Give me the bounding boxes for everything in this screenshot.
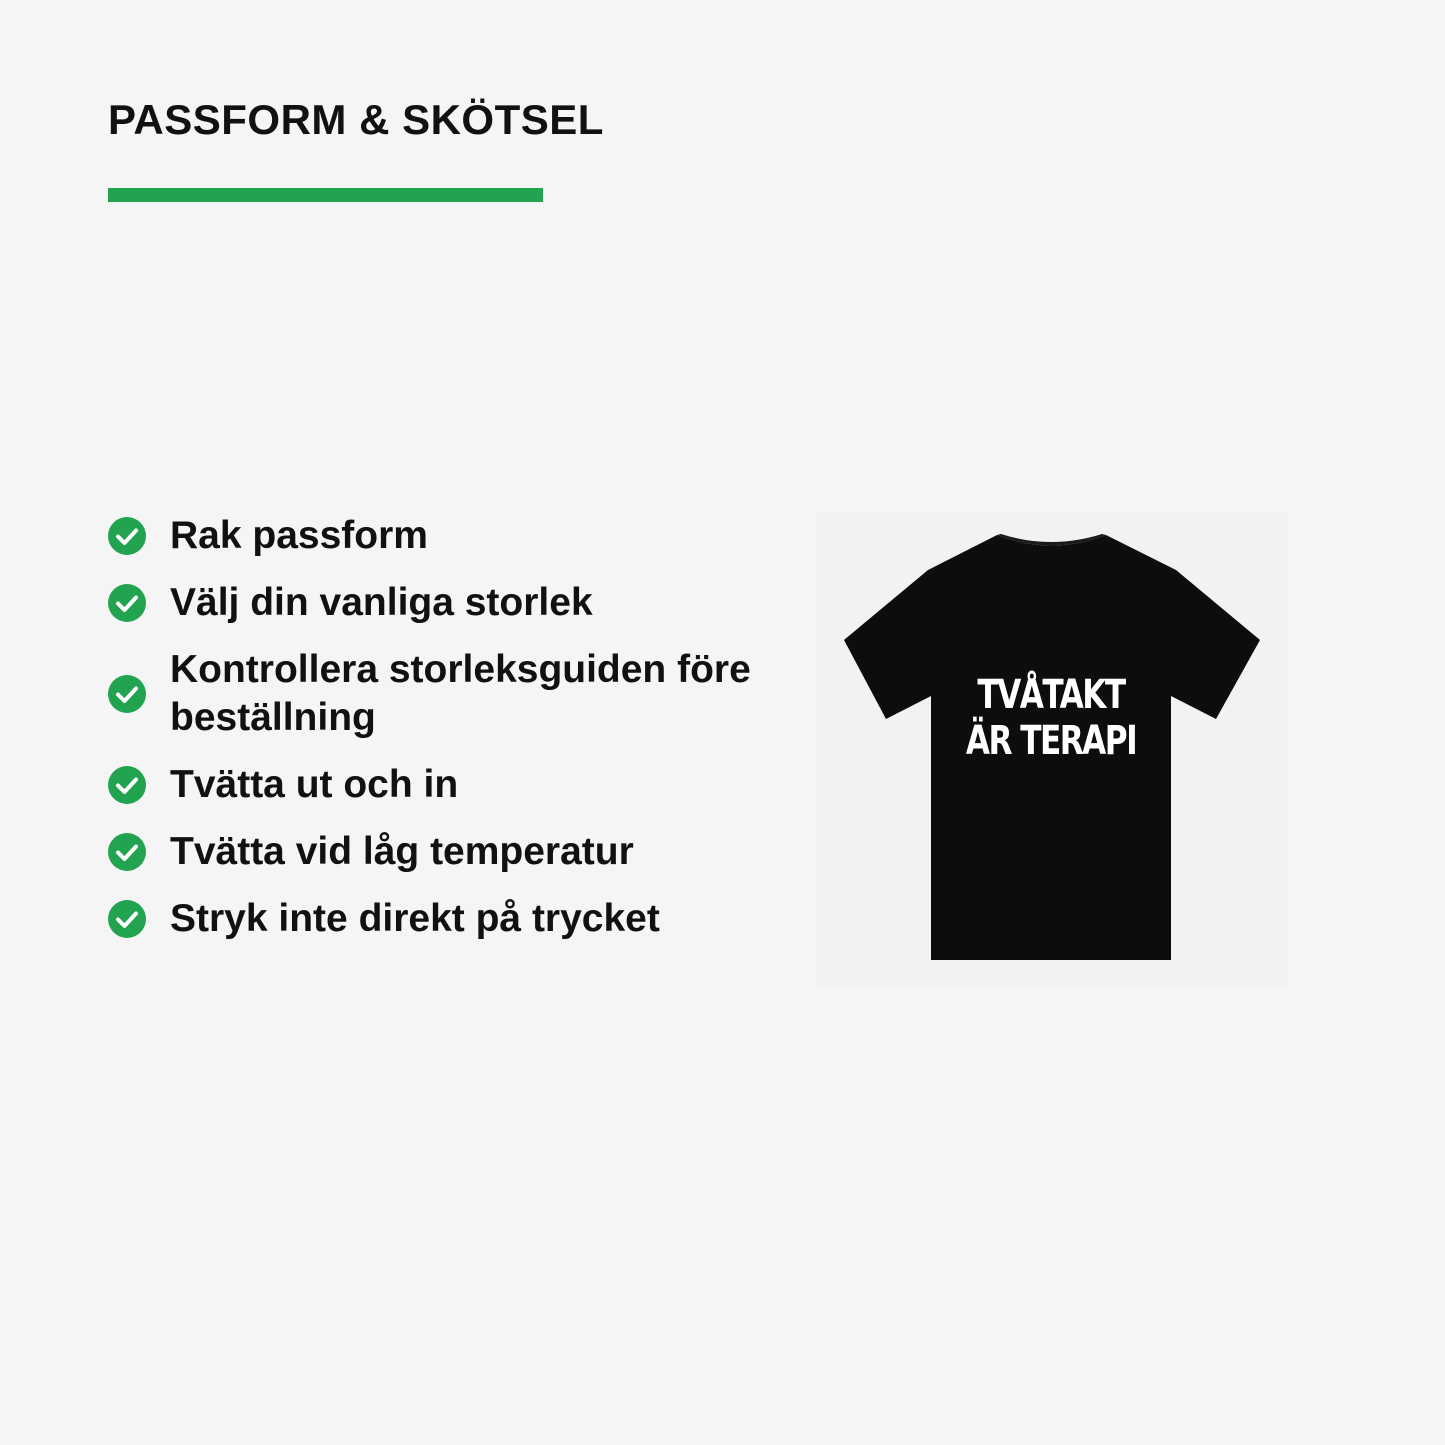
- print-line: ÄR TERAPI: [965, 718, 1137, 764]
- product-image: [816, 512, 1288, 986]
- feature-text: Rak passform: [170, 514, 428, 557]
- accent-divider: [108, 188, 543, 202]
- feature-text: Välj din vanliga storlek: [170, 581, 593, 624]
- page-title: PASSFORM & SKÖTSEL: [108, 96, 604, 143]
- check-circle-icon: [106, 673, 148, 715]
- list-item: [106, 579, 756, 627]
- feature-text: Tvätta ut och in: [170, 763, 459, 806]
- check-circle-icon: [106, 515, 148, 557]
- shirt-print-text: [954, 672, 1149, 764]
- list-item: [106, 895, 756, 943]
- check-circle-icon: [106, 582, 148, 624]
- feature-list: [106, 512, 756, 962]
- list-item: [106, 761, 756, 809]
- feature-text: Kontrollera storleksguiden före beställning: [170, 648, 751, 739]
- check-circle-icon: [106, 831, 148, 873]
- list-item: [106, 828, 756, 876]
- feature-text: Stryk inte direkt på trycket: [170, 897, 660, 940]
- check-circle-icon: [106, 898, 148, 940]
- check-circle-icon: [106, 764, 148, 806]
- list-item: [106, 646, 756, 742]
- print-line: TVÅTAKT: [977, 672, 1125, 718]
- feature-text: Tvätta vid låg temperatur: [170, 830, 634, 873]
- list-item: [106, 512, 756, 560]
